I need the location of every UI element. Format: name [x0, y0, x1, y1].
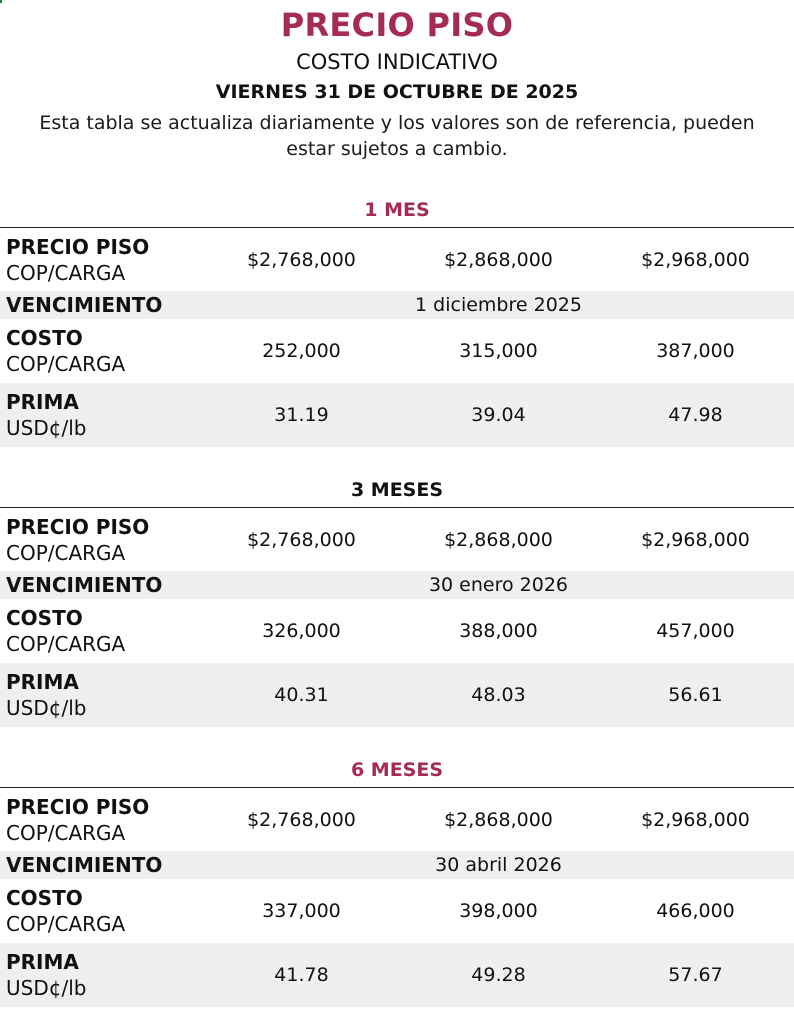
row-label: [0, 234, 203, 286]
disclaimer-note: Esta tabla se actualiza diariamente y los valores son de referencia, pueden estar sujetos a cambio.: [39, 112, 755, 160]
section-title: 6 MESES: [350, 759, 444, 781]
row-label-main: PRECIO PISO: [6, 794, 150, 819]
vencimiento-value: 30 enero 2026: [428, 574, 569, 596]
costo-value: 326,000: [262, 620, 341, 642]
row-label-main: VENCIMIENTO: [6, 853, 163, 877]
row-label-main: COSTO: [6, 606, 83, 630]
costo-value: 398,000: [459, 900, 538, 922]
costo-value: 387,000: [656, 340, 735, 362]
vencimiento-row: [0, 291, 794, 319]
precio-piso-row: [0, 507, 794, 571]
row-label-main: PRECIO PISO: [6, 234, 150, 259]
row-label-main: PRECIO PISO: [6, 514, 150, 539]
row-label: [0, 852, 203, 878]
row-label-main: COSTO: [6, 326, 83, 350]
prima-row: [0, 663, 794, 727]
prima-row: [0, 383, 794, 447]
page-subtitle: COSTO INDICATIVO: [296, 50, 498, 74]
precio-value: $2,768,000: [247, 528, 356, 551]
row-label-main: PRIMA: [6, 950, 79, 974]
vencimiento-row: [0, 571, 794, 599]
precio-value: $2,868,000: [444, 808, 553, 831]
row-label: [0, 885, 203, 937]
row-label: [0, 794, 203, 846]
costo-value: 315,000: [459, 340, 538, 362]
section-3-meses: [0, 473, 794, 727]
precio-value: $2,768,000: [247, 248, 356, 271]
prima-value: 56.61: [668, 684, 723, 706]
section-1-mes: [0, 193, 794, 447]
costo-row: [0, 879, 794, 943]
precio-value: $2,868,000: [444, 528, 553, 551]
precio-value: $2,968,000: [641, 528, 750, 551]
row-label-unit: USD¢/lb: [6, 696, 87, 720]
row-label-main: PRIMA: [6, 390, 79, 414]
row-label-unit: USD¢/lb: [6, 416, 87, 440]
costo-value: 337,000: [262, 900, 341, 922]
prima-value: 49.28: [471, 964, 526, 986]
page-title: PRECIO PISO: [280, 6, 514, 44]
precio-piso-row: [0, 227, 794, 291]
prima-value: 39.04: [471, 404, 526, 426]
costo-value: 388,000: [459, 620, 538, 642]
row-label-unit: COP/CARGA: [6, 632, 126, 656]
row-label: [0, 605, 203, 657]
row-label-unit: COP/CARGA: [6, 260, 126, 285]
corner-mark: [0, 0, 2, 3]
vencimiento-value: 1 diciembre 2025: [415, 294, 582, 316]
page-header: [0, 0, 794, 162]
prima-value: 41.78: [274, 964, 329, 986]
precio-value: $2,968,000: [641, 808, 750, 831]
row-label-unit: COP/CARGA: [6, 820, 126, 845]
precio-piso-row: [0, 787, 794, 851]
prima-value: 40.31: [274, 684, 329, 706]
row-label: [0, 669, 203, 721]
row-label-unit: USD¢/lb: [6, 976, 87, 1000]
row-label: [0, 572, 203, 598]
row-label: [0, 292, 203, 318]
section-title: 3 MESES: [350, 479, 444, 501]
precio-value: $2,768,000: [247, 808, 356, 831]
row-label: [0, 949, 203, 1001]
costo-row: [0, 599, 794, 663]
page-date: VIERNES 31 DE OCTUBRE DE 2025: [215, 81, 579, 103]
row-label: [0, 325, 203, 377]
row-label-unit: COP/CARGA: [6, 912, 126, 936]
prima-row: [0, 943, 794, 1007]
row-label: [0, 389, 203, 441]
row-label-unit: COP/CARGA: [6, 540, 126, 565]
row-label-unit: COP/CARGA: [6, 352, 126, 376]
row-label-main: VENCIMIENTO: [6, 573, 163, 597]
vencimiento-row: [0, 851, 794, 879]
precio-value: $2,968,000: [641, 248, 750, 271]
prima-value: 48.03: [471, 684, 526, 706]
row-label-main: VENCIMIENTO: [6, 293, 163, 317]
costo-row: [0, 319, 794, 383]
row-label: [0, 514, 203, 566]
section-6-meses: [0, 753, 794, 1007]
costo-value: 252,000: [262, 340, 341, 362]
prima-value: 31.19: [274, 404, 329, 426]
section-title: 1 MES: [364, 199, 430, 221]
precio-value: $2,868,000: [444, 248, 553, 271]
row-label-main: PRIMA: [6, 670, 79, 694]
prima-value: 47.98: [668, 404, 723, 426]
vencimiento-value: 30 abril 2026: [435, 854, 562, 876]
prima-value: 57.67: [668, 964, 723, 986]
row-label-main: COSTO: [6, 886, 83, 910]
costo-value: 466,000: [656, 900, 735, 922]
costo-value: 457,000: [656, 620, 735, 642]
